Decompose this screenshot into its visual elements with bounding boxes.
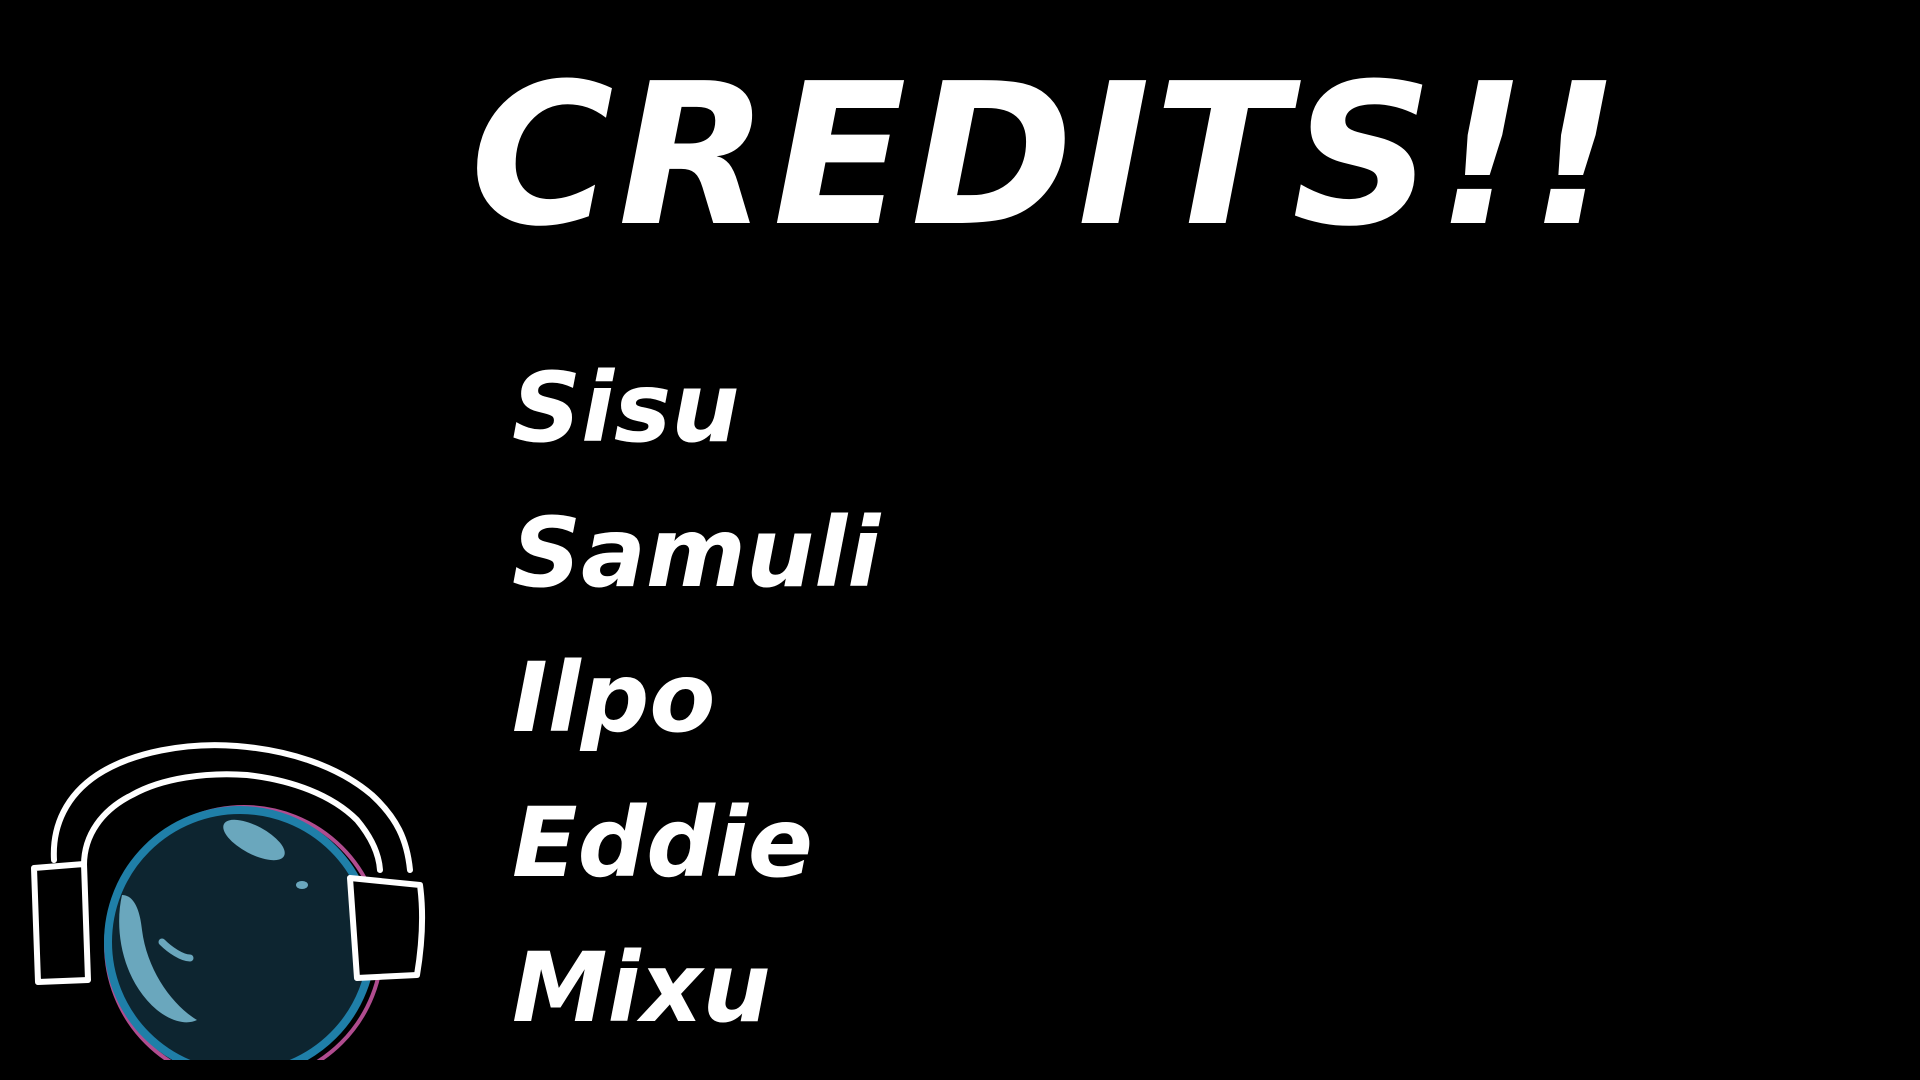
helmet-highlight-dot <box>296 881 308 889</box>
credits-title: CREDITS!! <box>470 42 1624 270</box>
credit-name-eddie: Eddie <box>512 787 814 899</box>
helmet-left-earpiece <box>34 864 88 982</box>
astronaut-helmet-icon <box>22 730 442 1060</box>
helmet-right-earpiece <box>350 878 422 978</box>
credit-name-ilpo: Ilpo <box>512 642 716 754</box>
credit-name-mixu: Mixu <box>512 932 771 1044</box>
credit-name-sisu: Sisu <box>512 352 740 464</box>
credits-name-list <box>512 352 880 1077</box>
credit-name-samuli: Samuli <box>512 497 881 609</box>
